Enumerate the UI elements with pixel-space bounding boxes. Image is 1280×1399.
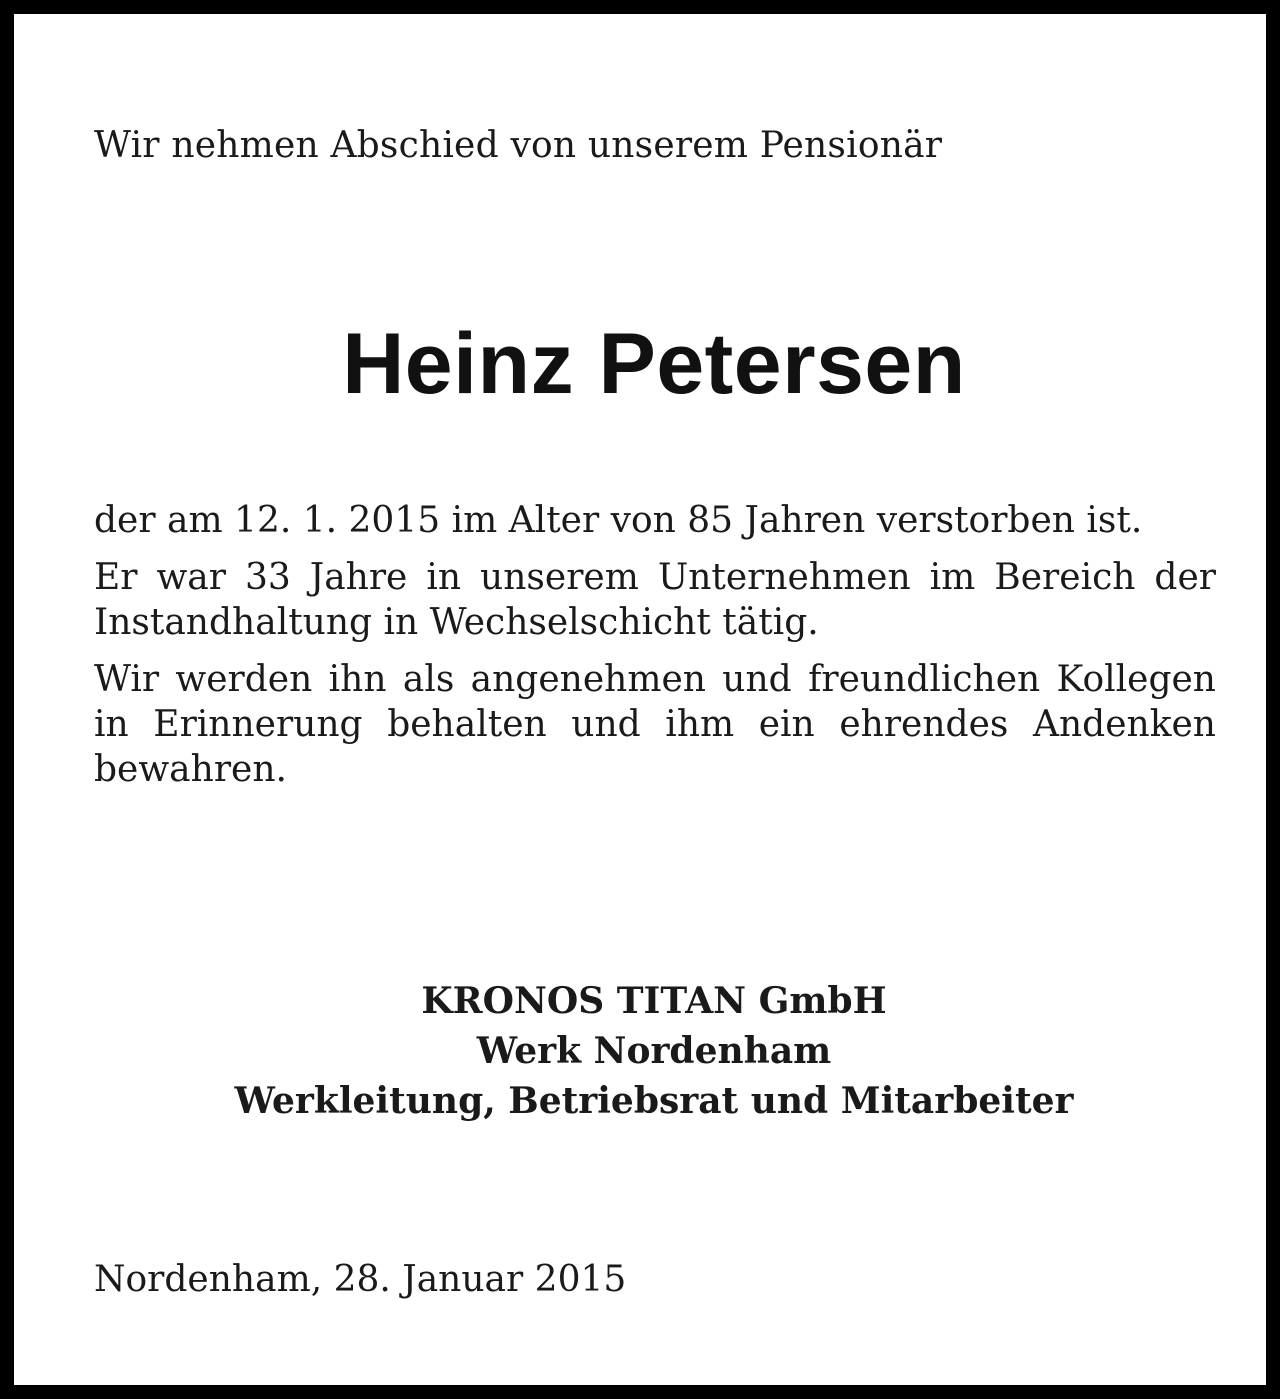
- intro-line: Wir nehmen Abschied von unserem Pensionär: [94, 125, 943, 166]
- signature-block: [14, 976, 1280, 1126]
- signature-group: Werkleitung, Betriebsrat und Mitarbeiter: [234, 1080, 1074, 1122]
- signature-plant: Werk Nordenham: [476, 1030, 832, 1072]
- place-date: Nordenham, 28. Januar 2015: [94, 1259, 627, 1300]
- notice-body: [94, 498, 1216, 804]
- signature-company: KRONOS TITAN GmbH: [421, 980, 887, 1022]
- paragraph-remembrance: Wir werden ihn als angenehmen und freundlichen Kollegen in Erinnerung behalten und ihm ein ehrendes Andenken bewahren.: [94, 659, 1216, 790]
- deceased-name: Heinz Petersen: [342, 316, 966, 412]
- paragraph-death-date: der am 12. 1. 2015 im Alter von 85 Jahren verstorben ist.: [94, 500, 1143, 541]
- paragraph-career: Er war 33 Jahre in unserem Unternehmen im Bereich der Instandhaltung in Wechselschicht tätig.: [94, 557, 1216, 643]
